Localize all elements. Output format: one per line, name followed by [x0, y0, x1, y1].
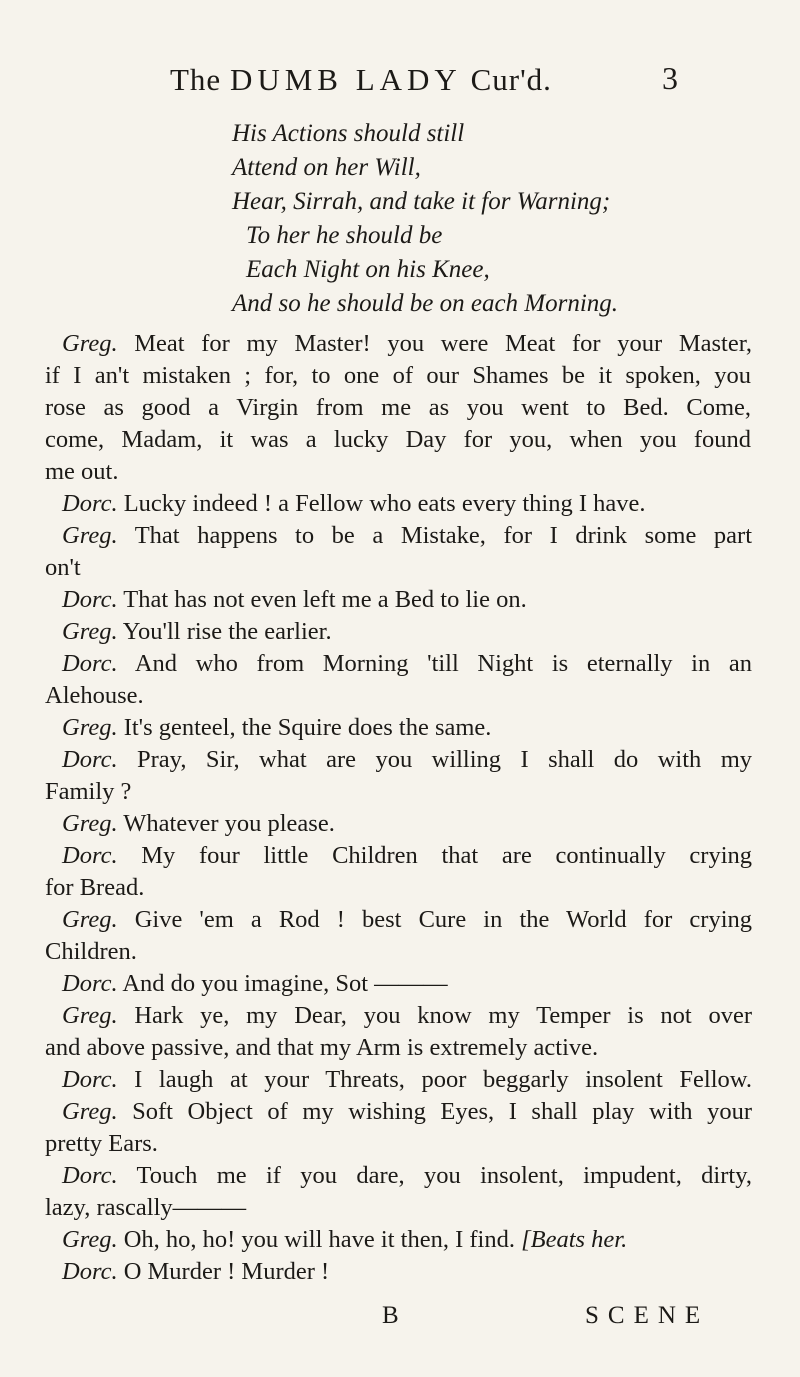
dialogue-line	[62, 970, 752, 998]
speech-text: Whatever you please.	[123, 810, 335, 837]
speaker-name: Greg.	[62, 906, 118, 933]
speech-text: me out.	[45, 458, 119, 485]
dialogue-line	[62, 586, 752, 614]
speaker-name: Greg.	[62, 810, 118, 837]
dialogue-line	[62, 842, 752, 870]
dialogue-line	[45, 1034, 751, 1062]
speech-text: rose as good a Virgin from me as you went to Bed. Come,	[45, 394, 751, 421]
speaker-name: Dorc.	[62, 1066, 118, 1093]
dialogue-line	[62, 1162, 752, 1190]
speech-text: Hark ye, my Dear, you know my Temper is not over	[134, 1002, 753, 1029]
verse-line: Hear, Sirrah, and take it for Warning;	[232, 188, 611, 215]
dialogue-line	[62, 906, 752, 934]
speaker-name: Dorc.	[62, 1162, 118, 1189]
speech-text: on't	[45, 554, 81, 581]
speech-text: Touch me if you dare, you insolent, impudent, dirty,	[136, 1162, 752, 1189]
speaker-name: Greg.	[62, 330, 118, 357]
speech-text: That happens to be a Mistake, for I drink some part	[134, 522, 752, 549]
dialogue-line	[45, 362, 751, 390]
speech-text: It's genteel, the Squire does the same.	[123, 714, 492, 741]
speaker-name: Greg.	[62, 522, 118, 549]
speech-text: lazy, rascally———	[45, 1194, 247, 1221]
dialogue-line	[62, 330, 752, 358]
speech-text: Alehouse.	[45, 682, 144, 709]
speaker-name: Dorc.	[62, 1258, 118, 1285]
speech-text: Soft Object of my wishing Eyes, I shall play with your	[132, 1098, 753, 1125]
verse-line: To her he should be	[246, 222, 443, 249]
speaker-name: Greg.	[62, 1226, 118, 1253]
running-head	[170, 62, 650, 106]
speaker-name: Dorc.	[62, 842, 118, 869]
speaker-name: Greg.	[62, 1002, 118, 1029]
running-head-suffix: Cur'd.	[470, 62, 552, 97]
dialogue-line	[62, 1226, 752, 1254]
dialogue-line	[45, 458, 751, 486]
running-head-title: DUMB LADY	[229, 62, 462, 97]
speech-text: You'll rise the earlier.	[122, 618, 332, 645]
dialogue-line	[45, 426, 751, 454]
speech-text: if I an't mistaken ; for, to one of our Shames be it spoken, you	[45, 362, 751, 389]
dialogue-line	[45, 554, 751, 582]
dialogue-line	[45, 1130, 751, 1158]
speaker-name: Greg.	[62, 714, 118, 741]
speech-text: Pray, Sir, what are you willing I shall do with my	[137, 746, 752, 773]
speaker-name: Dorc.	[62, 586, 118, 613]
speech-text: And do you imagine, Sot ———	[122, 970, 448, 997]
dialogue-line	[62, 810, 752, 838]
dialogue-line	[62, 618, 752, 646]
dialogue-line	[45, 938, 751, 966]
dialogue-line	[62, 746, 752, 774]
dialogue-line	[62, 1258, 752, 1286]
speaker-name: Greg.	[62, 618, 118, 645]
dialogue-line	[62, 490, 752, 518]
dialogue-line	[62, 650, 752, 678]
speaker-name: Greg.	[62, 1098, 118, 1125]
speech-text: for Bread.	[45, 874, 145, 901]
speech-text: And who from Morning 'till Night is eternally in an	[134, 650, 752, 677]
page-number: 3	[662, 60, 678, 96]
speaker-name: Dorc.	[62, 746, 118, 773]
speech-text: and above passive, and that my Arm is extremely active.	[45, 1034, 599, 1061]
catchword: SCENE	[585, 1302, 710, 1329]
speaker-name: Dorc.	[62, 490, 118, 517]
verse-line: Attend on her Will,	[232, 154, 421, 181]
speech-text: My four little Children that are continually crying	[141, 842, 752, 869]
dialogue-line	[45, 1194, 751, 1222]
speech-text: Family ?	[45, 778, 132, 805]
speech-text: Meat for my Master! you were Meat for your Master,	[134, 330, 753, 357]
dialogue-line	[45, 682, 751, 710]
speech-text: Give 'em a Rod ! best Cure in the World for crying	[134, 906, 753, 933]
speech-text: pretty Ears.	[45, 1130, 158, 1157]
speaker-name: Dorc.	[62, 650, 118, 677]
stage-direction: [Beats her.	[521, 1226, 628, 1253]
speech-text: That has not even left me a Bed to lie on.	[123, 586, 527, 613]
dialogue-line	[62, 1066, 752, 1094]
verse-line: His Actions should still	[232, 120, 465, 147]
dialogue-line	[45, 778, 751, 806]
speaker-name: Dorc.	[62, 970, 118, 997]
dialogue-line	[62, 1002, 752, 1030]
speech-text: come, Madam, it was a lucky Day for you, when you found	[45, 426, 751, 453]
verse-line: Each Night on his Knee,	[246, 256, 490, 283]
speech-text: Oh, ho, ho! you will have it then, I find.	[123, 1226, 515, 1253]
speech-text: Children.	[45, 938, 137, 965]
signature-mark: B	[382, 1302, 399, 1329]
dialogue-line	[45, 874, 751, 902]
speech-text: Lucky indeed ! a Fellow who eats every thing I have.	[123, 490, 646, 517]
running-head-prefix: The	[170, 62, 222, 97]
dialogue-line	[62, 1098, 752, 1126]
speech-text: O Murder ! Murder !	[123, 1258, 330, 1285]
verse-line: And so he should be on each Morning.	[232, 290, 619, 317]
dialogue-line	[62, 714, 752, 742]
speech-text: I laugh at your Threats, poor beggarly insolent Fellow.	[134, 1066, 752, 1093]
dialogue-line	[62, 522, 752, 550]
dialogue-line	[45, 394, 751, 422]
